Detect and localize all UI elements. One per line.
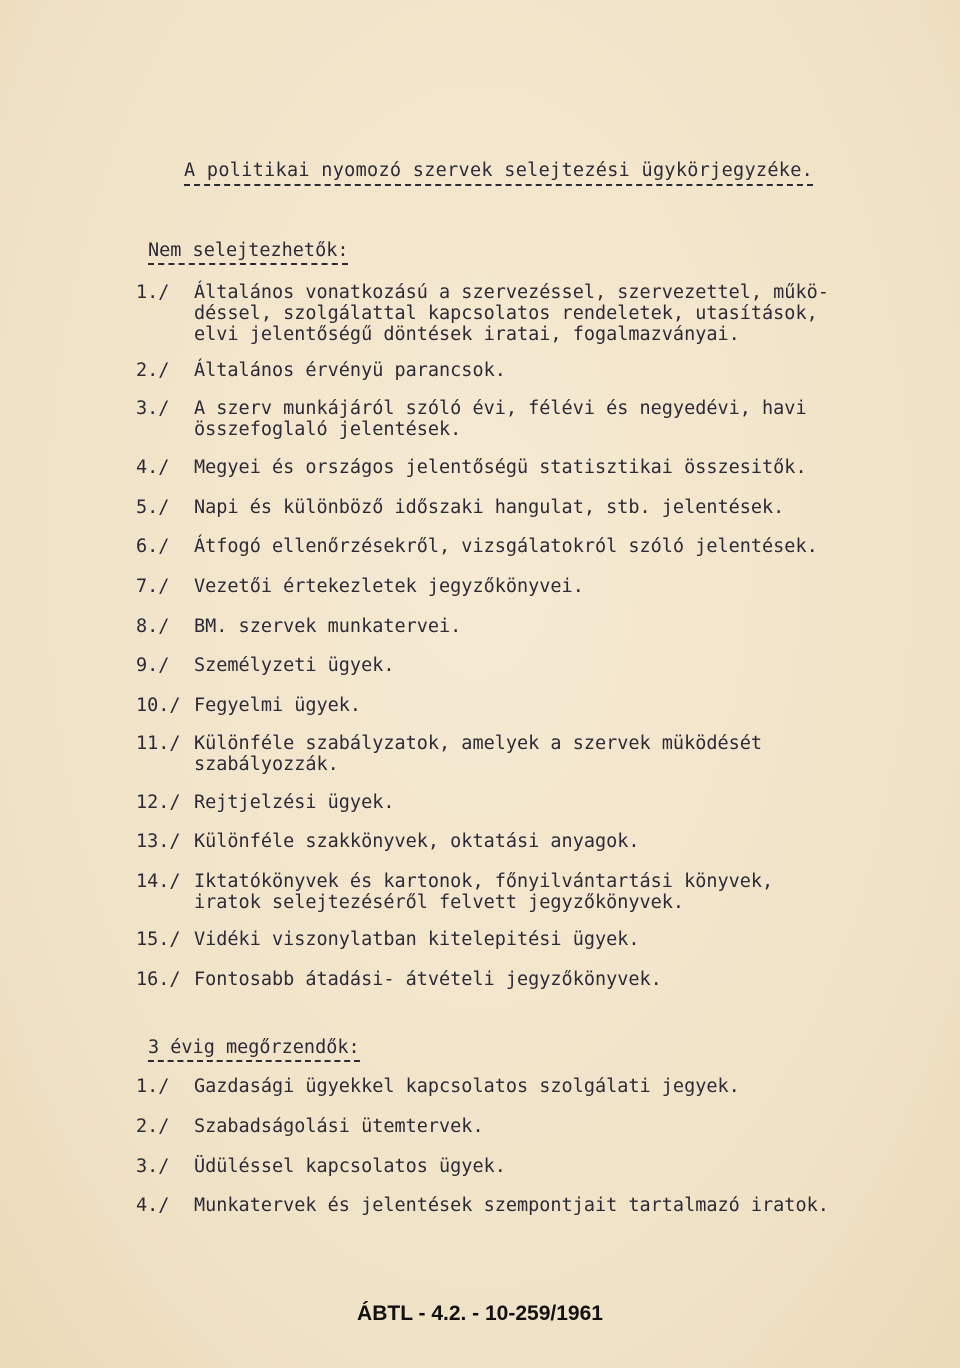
item-text: Általános vonatkozású a szervezéssel, szervezettel, műkö- déssel, szolgálattal kapcsolatos rendeletek, utasítások, elvi jelentőségű döntések iratai, fogalmazványai. [194, 282, 829, 345]
item-number: 1./ [136, 1076, 170, 1097]
list-item [136, 398, 876, 440]
item-number: 16./ [136, 969, 181, 990]
item-text: Vidéki viszonylatban kitelepitési ügyek. [194, 929, 640, 950]
item-text: Üdüléssel kapcsolatos ügyek. [194, 1156, 506, 1177]
item-number: 13./ [136, 831, 181, 852]
document-title: A politikai nyomozó szervek selejtezési ügykörjegyzéke. [184, 160, 813, 186]
item-text: Vezetői értekezletek jegyzőkönyvei. [194, 576, 584, 597]
item-text: Megyei és országos jelentőségü statisztikai összesitők. [194, 457, 807, 478]
list-item [136, 969, 876, 990]
list-item [136, 929, 876, 950]
list-item [136, 616, 876, 637]
item-text: Rejtjelzési ügyek. [194, 792, 395, 813]
item-number: 12./ [136, 792, 181, 813]
list-item [136, 1116, 876, 1137]
list-item [136, 831, 876, 852]
item-number: 5./ [136, 497, 170, 518]
list-item [136, 1076, 876, 1097]
item-number: 2./ [136, 360, 170, 381]
item-text: Munkatervek és jelentések szempontjait tartalmazó iratok. [194, 1195, 829, 1216]
section-heading-three-years: 3 évig megőrzendők: [148, 1037, 360, 1062]
item-number: 3./ [136, 398, 170, 419]
item-number: 14./ [136, 871, 181, 892]
item-text: Különféle szabályzatok, amelyek a szervek müködését szabályozzák. [194, 733, 763, 775]
item-text: BM. szervek munkatervei. [194, 616, 462, 637]
list-item [136, 536, 876, 557]
item-text: Általános érvényü parancsok. [194, 360, 506, 381]
item-number: 8./ [136, 616, 170, 637]
list-item [136, 695, 876, 716]
item-number: 7./ [136, 576, 170, 597]
section-heading-not-discardable: Nem selejtezhetők: [148, 240, 348, 265]
item-number: 1./ [136, 282, 170, 303]
list-item [136, 497, 876, 518]
list-item [136, 457, 876, 478]
item-text: Átfogó ellenőrzésekről, vizsgálatokról szóló jelentések. [194, 536, 818, 557]
item-text: A szerv munkájáról szóló évi, félévi és negyedévi, havi összefoglaló jelentések. [194, 398, 807, 440]
item-number: 15./ [136, 929, 181, 950]
list-item [136, 1156, 876, 1177]
item-number: 6./ [136, 536, 170, 557]
item-text: Fegyelmi ügyek. [194, 695, 362, 716]
list-item [136, 360, 876, 381]
item-text: Gazdasági ügyekkel kapcsolatos szolgálati jegyek. [194, 1076, 740, 1097]
item-number: 10./ [136, 695, 181, 716]
item-number: 3./ [136, 1156, 170, 1177]
item-text: Szabadságolási ütemtervek. [194, 1116, 484, 1137]
item-number: 9./ [136, 655, 170, 676]
list-item [136, 733, 876, 775]
item-text: Fontosabb átadási- átvételi jegyzőkönyvek. [194, 969, 662, 990]
list-item [136, 576, 876, 597]
list-item [136, 871, 876, 913]
item-text: Napi és különböző időszaki hangulat, stb. jelentések. [194, 497, 785, 518]
archive-reference: ÁBTL - 4.2. - 10-259/1961 [357, 1302, 603, 1325]
item-number: 11./ [136, 733, 181, 754]
item-number: 4./ [136, 457, 170, 478]
item-number: 2./ [136, 1116, 170, 1137]
item-number: 4./ [136, 1195, 170, 1216]
item-text: Iktatókönyvek és kartonok, főnyilvántartási könyvek, iratok selejtezéséről felvett jegyzőkönyvek. [194, 871, 774, 913]
list-item [136, 792, 876, 813]
list-item [136, 1195, 876, 1216]
item-text: Személyzeti ügyek. [194, 655, 395, 676]
list-item [136, 655, 876, 676]
item-text: Különféle szakkönyvek, oktatási anyagok. [194, 831, 640, 852]
list-item [136, 282, 876, 345]
